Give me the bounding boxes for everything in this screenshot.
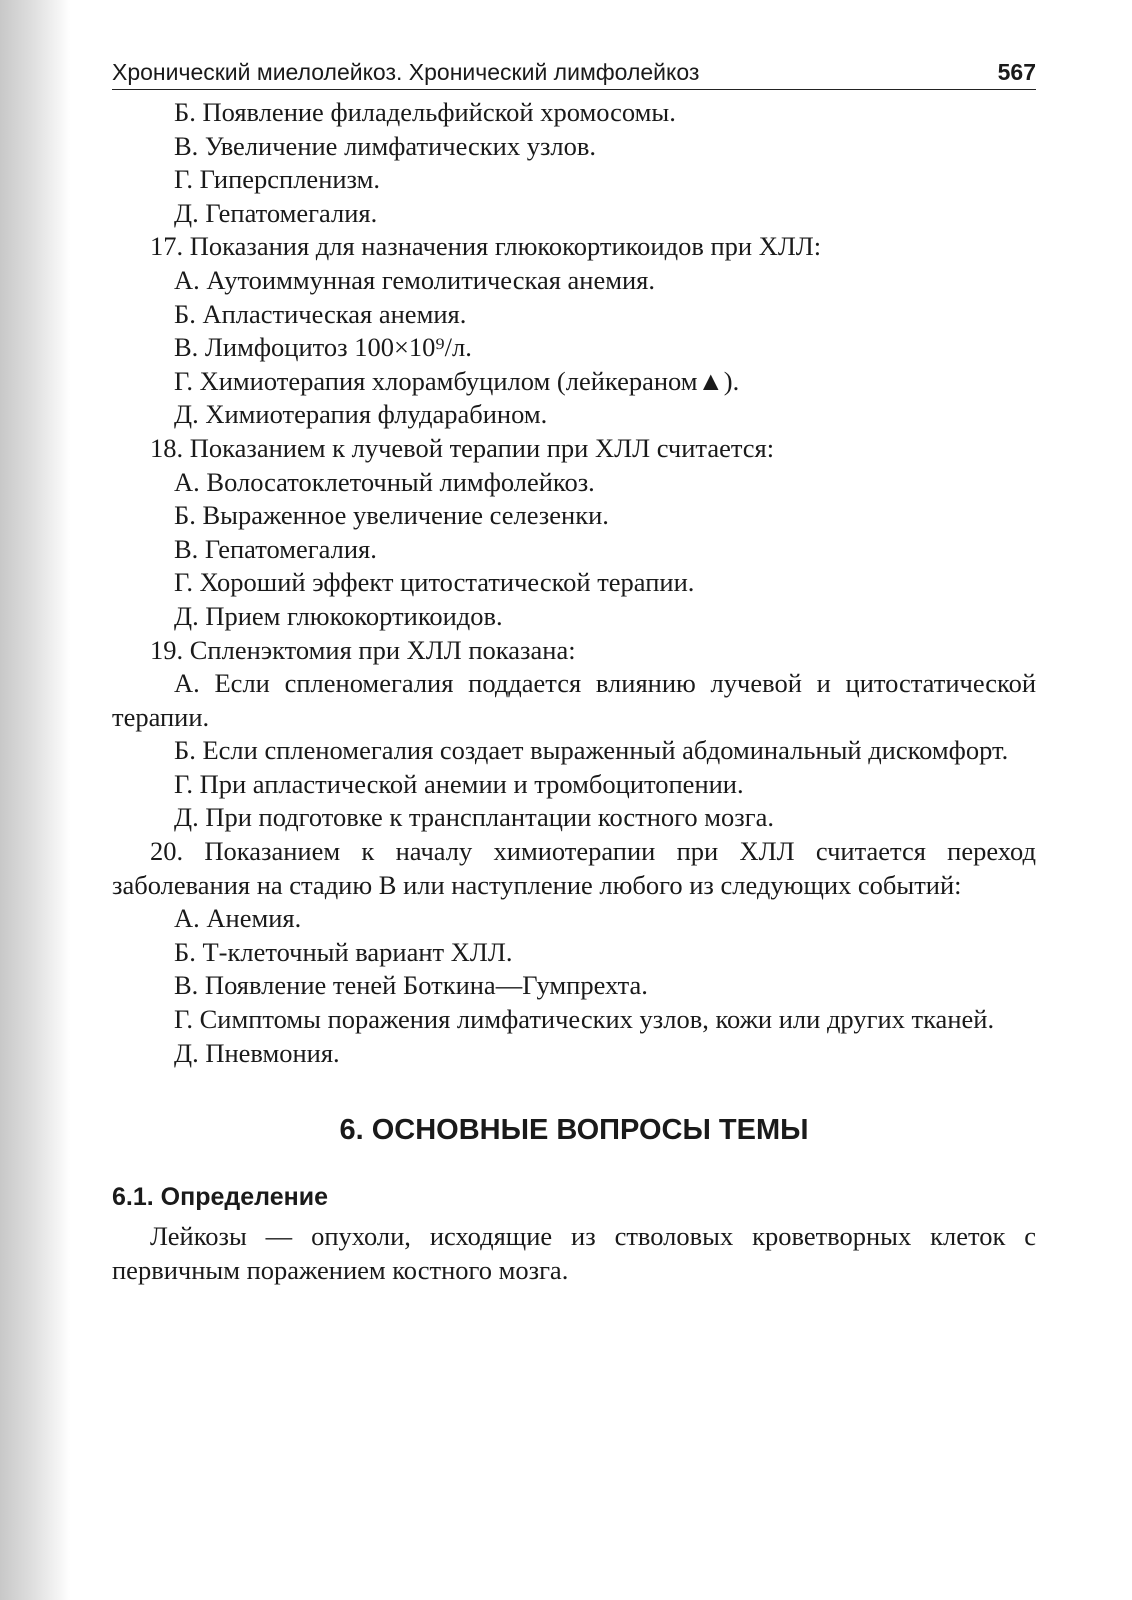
answer-option: Г. Хороший эффект цитостатической терапии. [174, 567, 695, 598]
answer-option: Г. Симптомы поражения лимфатических узлов, кожи или других тканей. [174, 1004, 995, 1035]
answer-option: Д. Прием глюкокортикоидов. [174, 600, 503, 631]
answer-option: Д. При подготовке к трансплантации костного мозга. [174, 802, 774, 833]
answer-option: А. Анемия. [174, 903, 302, 934]
answer-option: Б. Выраженное увеличение селезенки. [174, 500, 609, 531]
answer-option: Д. Пневмония. [174, 1037, 340, 1068]
answer-option: Д. Химиотерапия флударабином. [174, 399, 548, 430]
definition-paragraph: Лейкозы — опухоли, исходящие из стволовых кроветворных клеток с первичным поражением костного мозга. [112, 1221, 1036, 1285]
answer-option: А. Аутоиммунная гемолитическая анемия. [174, 264, 655, 295]
answer-option: Г. Химиотерапия хлорамбуцилом (лейкераном▲). [174, 365, 740, 396]
section-heading: 6. ОСНОВНЫЕ ВОПРОСЫ ТЕМЫ [339, 1114, 809, 1147]
answer-option: Г. Гиперспленизм. [174, 164, 381, 195]
page-number: 567 [997, 59, 1036, 85]
question-list [112, 96, 1036, 1070]
answer-option: В. Гепатомегалия. [174, 533, 377, 564]
running-title: Хронический миелолейкоз. Хронический лимфолейкоз [112, 59, 700, 85]
answer-option: В. Появление теней Боткина—Гумпрехта. [174, 970, 648, 1001]
question-line: 19. Спленэктомия при ХЛЛ показана: [150, 634, 576, 665]
answer-option: В. Лимфоцитоз 100×10⁹/л. [174, 332, 472, 363]
answer-option: Г. При апластической анемии и тромбоцитопении. [174, 768, 744, 799]
question-line: 18. Показанием к лучевой терапии при ХЛЛ считается: [150, 432, 775, 463]
book-page [112, 58, 1036, 1314]
scan-gutter-shadow [0, 0, 70, 1600]
answer-option: Д. Гепатомегалия. [174, 197, 378, 228]
answer-option: Б. Т-клеточный вариант ХЛЛ. [174, 936, 513, 967]
answer-option: Б. Появление филадельфийской хромосомы. [174, 97, 676, 127]
subsection-heading: 6.1. Определение [112, 1183, 328, 1212]
running-header [112, 58, 1036, 90]
answer-option: А. Если спленомегалия поддается влиянию лучевой и цитостатической терапии. [112, 668, 1036, 732]
question-line: 20. Показанием к началу химиотерапии при ХЛЛ считается переход заболевания на стадию В или наступление любого из следующих событий: [112, 836, 1036, 900]
answer-option: Б. Если спленомегалия создает выраженный абдоминальный дискомфорт. [174, 735, 1009, 766]
answer-option: В. Увеличение лимфатических узлов. [174, 130, 597, 161]
answer-option: А. Волосатоклеточный лимфолейкоз. [174, 466, 595, 497]
question-line: 17. Показания для назначения глюкокортикоидов при ХЛЛ: [150, 231, 822, 262]
answer-option: Б. Апластическая анемия. [174, 298, 467, 329]
